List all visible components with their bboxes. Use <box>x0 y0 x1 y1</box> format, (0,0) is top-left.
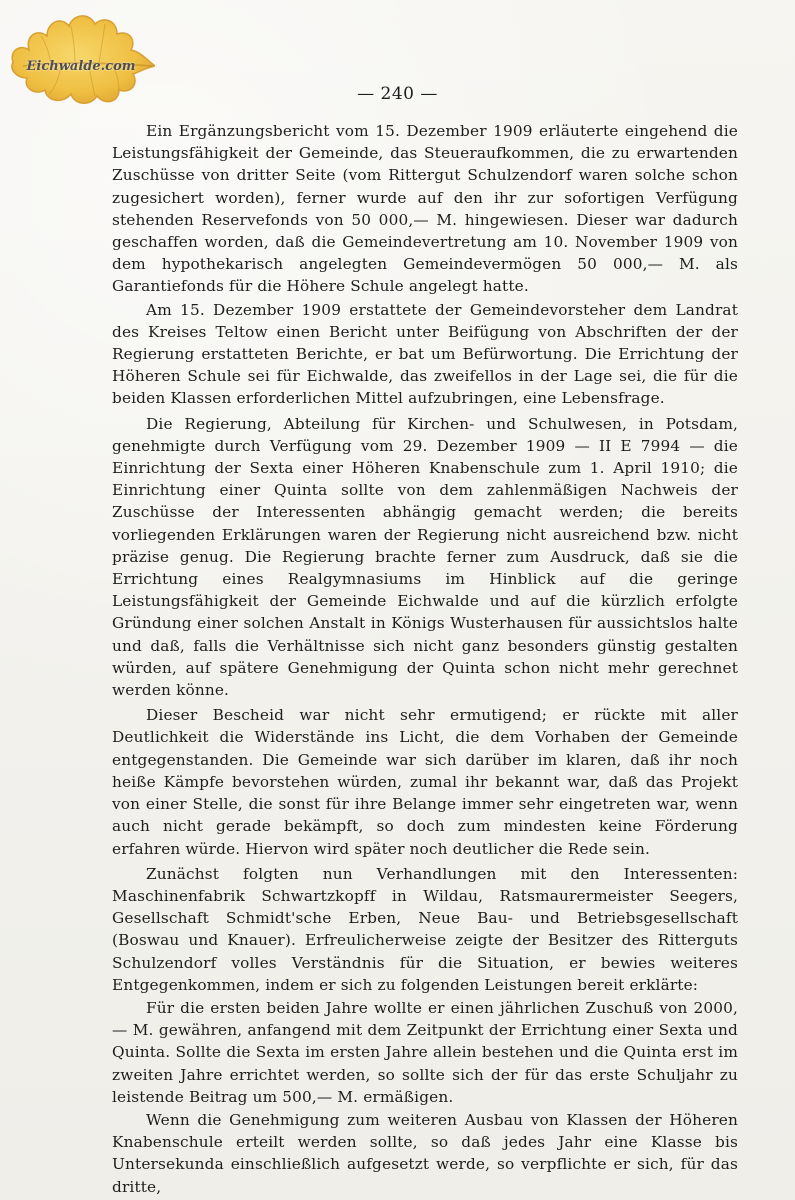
paragraph: Wenn die Genehmigung zum weiteren Ausbau von Klassen der Höheren Knabenschule erteilt werden sollte, so daß jedes Jahr eine Klasse bis Untersekunda einschließlich aufgesetzt werde, so verpflichte er sich, für das dritte, <box>112 1110 738 1196</box>
page-number: — 240 — <box>357 84 438 104</box>
paragraph: Für die ersten beiden Jahre wollte er einen jährlichen Zuschuß von 2000,— M. gewähren, anfangend mit dem Zeitpunkt der Errichtung einer Sexta und Quinta. Sollte die Sexta im ersten Jahre allein bestehen und die Quinta erst im zweiten Jahre errichtet werden, so sollte sich der für das erste Schuljahr zu leistende Beitrag um 500,— M. ermäßigen. <box>112 998 738 1106</box>
body-text <box>112 120 738 1198</box>
paragraph: Die Regierung, Abteilung für Kirchen- und Schulwesen, in Potsdam, genehmigte durch Verfügung vom 29. Dezember 1909 — II E 7994 — die Einrichtung der Sexta einer Höheren Knabenschule zum 1. April 1910; die Einrichtung einer Quinta sollte von dem zahlenmäßigen Nachweis der Zuschüsse der Interessenten abhängig gemacht werden; die bereits vorliegenden Erklärungen waren der Regierung nicht ausreichend bzw. nicht präzise genug. Die Regierung brachte ferner zum Ausdruck, daß sie die Errichtung eines Realgymnasiums im Hinblick auf die geringe Leistungsfähigkeit der Gemeinde Eichwalde und auf die kürzlich erfolgte Gründung einer solchen Anstalt in Königs Wusterhausen für aussichtslos halte und daß, falls die Verhältnisse sich nicht ganz besonders günstig gestalten würden, auf spätere Genehmigung der Quinta schon nicht mehr gerechnet werden könne. <box>112 414 738 700</box>
paragraph: Am 15. Dezember 1909 erstattete der Gemeindevorsteher dem Landrat des Kreises Teltow einen Bericht unter Beifügung von Abschriften der der Regierung erstatteten Berichte, er bat um Befürwortung. Die Errichtung der Höheren Schule sei für Eichwalde, das zweifellos in der Lage sei, die für die beiden Klassen erforderlichen Mittel aufzubringen, eine Lebensfrage. <box>112 300 738 408</box>
paragraph: Dieser Bescheid war nicht sehr ermutigend; er rückte mit aller Deutlichkeit die Widerstände ins Licht, die dem Vorhaben der Gemeinde entgegenstanden. Die Gemeinde war sich darüber im klaren, daß ihr noch heiße Kämpfe bevorstehen würden, zumal ihr bekannt war, daß das Projekt von einer Stelle, die sonst für ihre Belange immer sehr eingetreten war, wenn auch nicht gerade bekämpft, so doch zum mindesten keine Förderung erfahren würde. Hiervon wird später noch deutlicher die Rede sein. <box>112 706 738 858</box>
paragraph: Zunächst folgten nun Verhandlungen mit den Interessenten: Maschinenfabrik Schwartzkopff in Wildau, Ratsmaurermeister Seegers, Gesellschaft Schmidt'sche Erben, Neue Bau- und Betriebsgesellschaft (Boswau und Knauer). Erfreulicherweise zeigte der Besitzer des Ritterguts Schulzendorf volles Verständnis für die Situation, er bewies weiteres Entgegenkommen, indem er sich zu folgenden Leistungen bereit erklärte: <box>112 864 738 994</box>
logo-text: Eichwalde.com <box>26 59 136 74</box>
paragraph: Ein Ergänzungsbericht vom 15. Dezember 1909 erläuterte eingehend die Leistungsfähigkeit der Gemeinde, das Steueraufkommen, die zu erwartenden Zuschüsse von dritter Seite (vom Rittergut Schulzendorf waren solche schon zugesichert worden), ferner wurde auf den ihr zur sofortigen Verfügung stehenden Reservefonds von 50 000,— M. hingewiesen. Dieser war dadurch geschaffen worden, daß die Gemeindevertretung am 10. November 1909 von dem hypothekarisch angelegten Gemeindevermögen 50 000,— M. als Garantiefonds für die Höhere Schule angelegt hatte. <box>112 122 738 296</box>
